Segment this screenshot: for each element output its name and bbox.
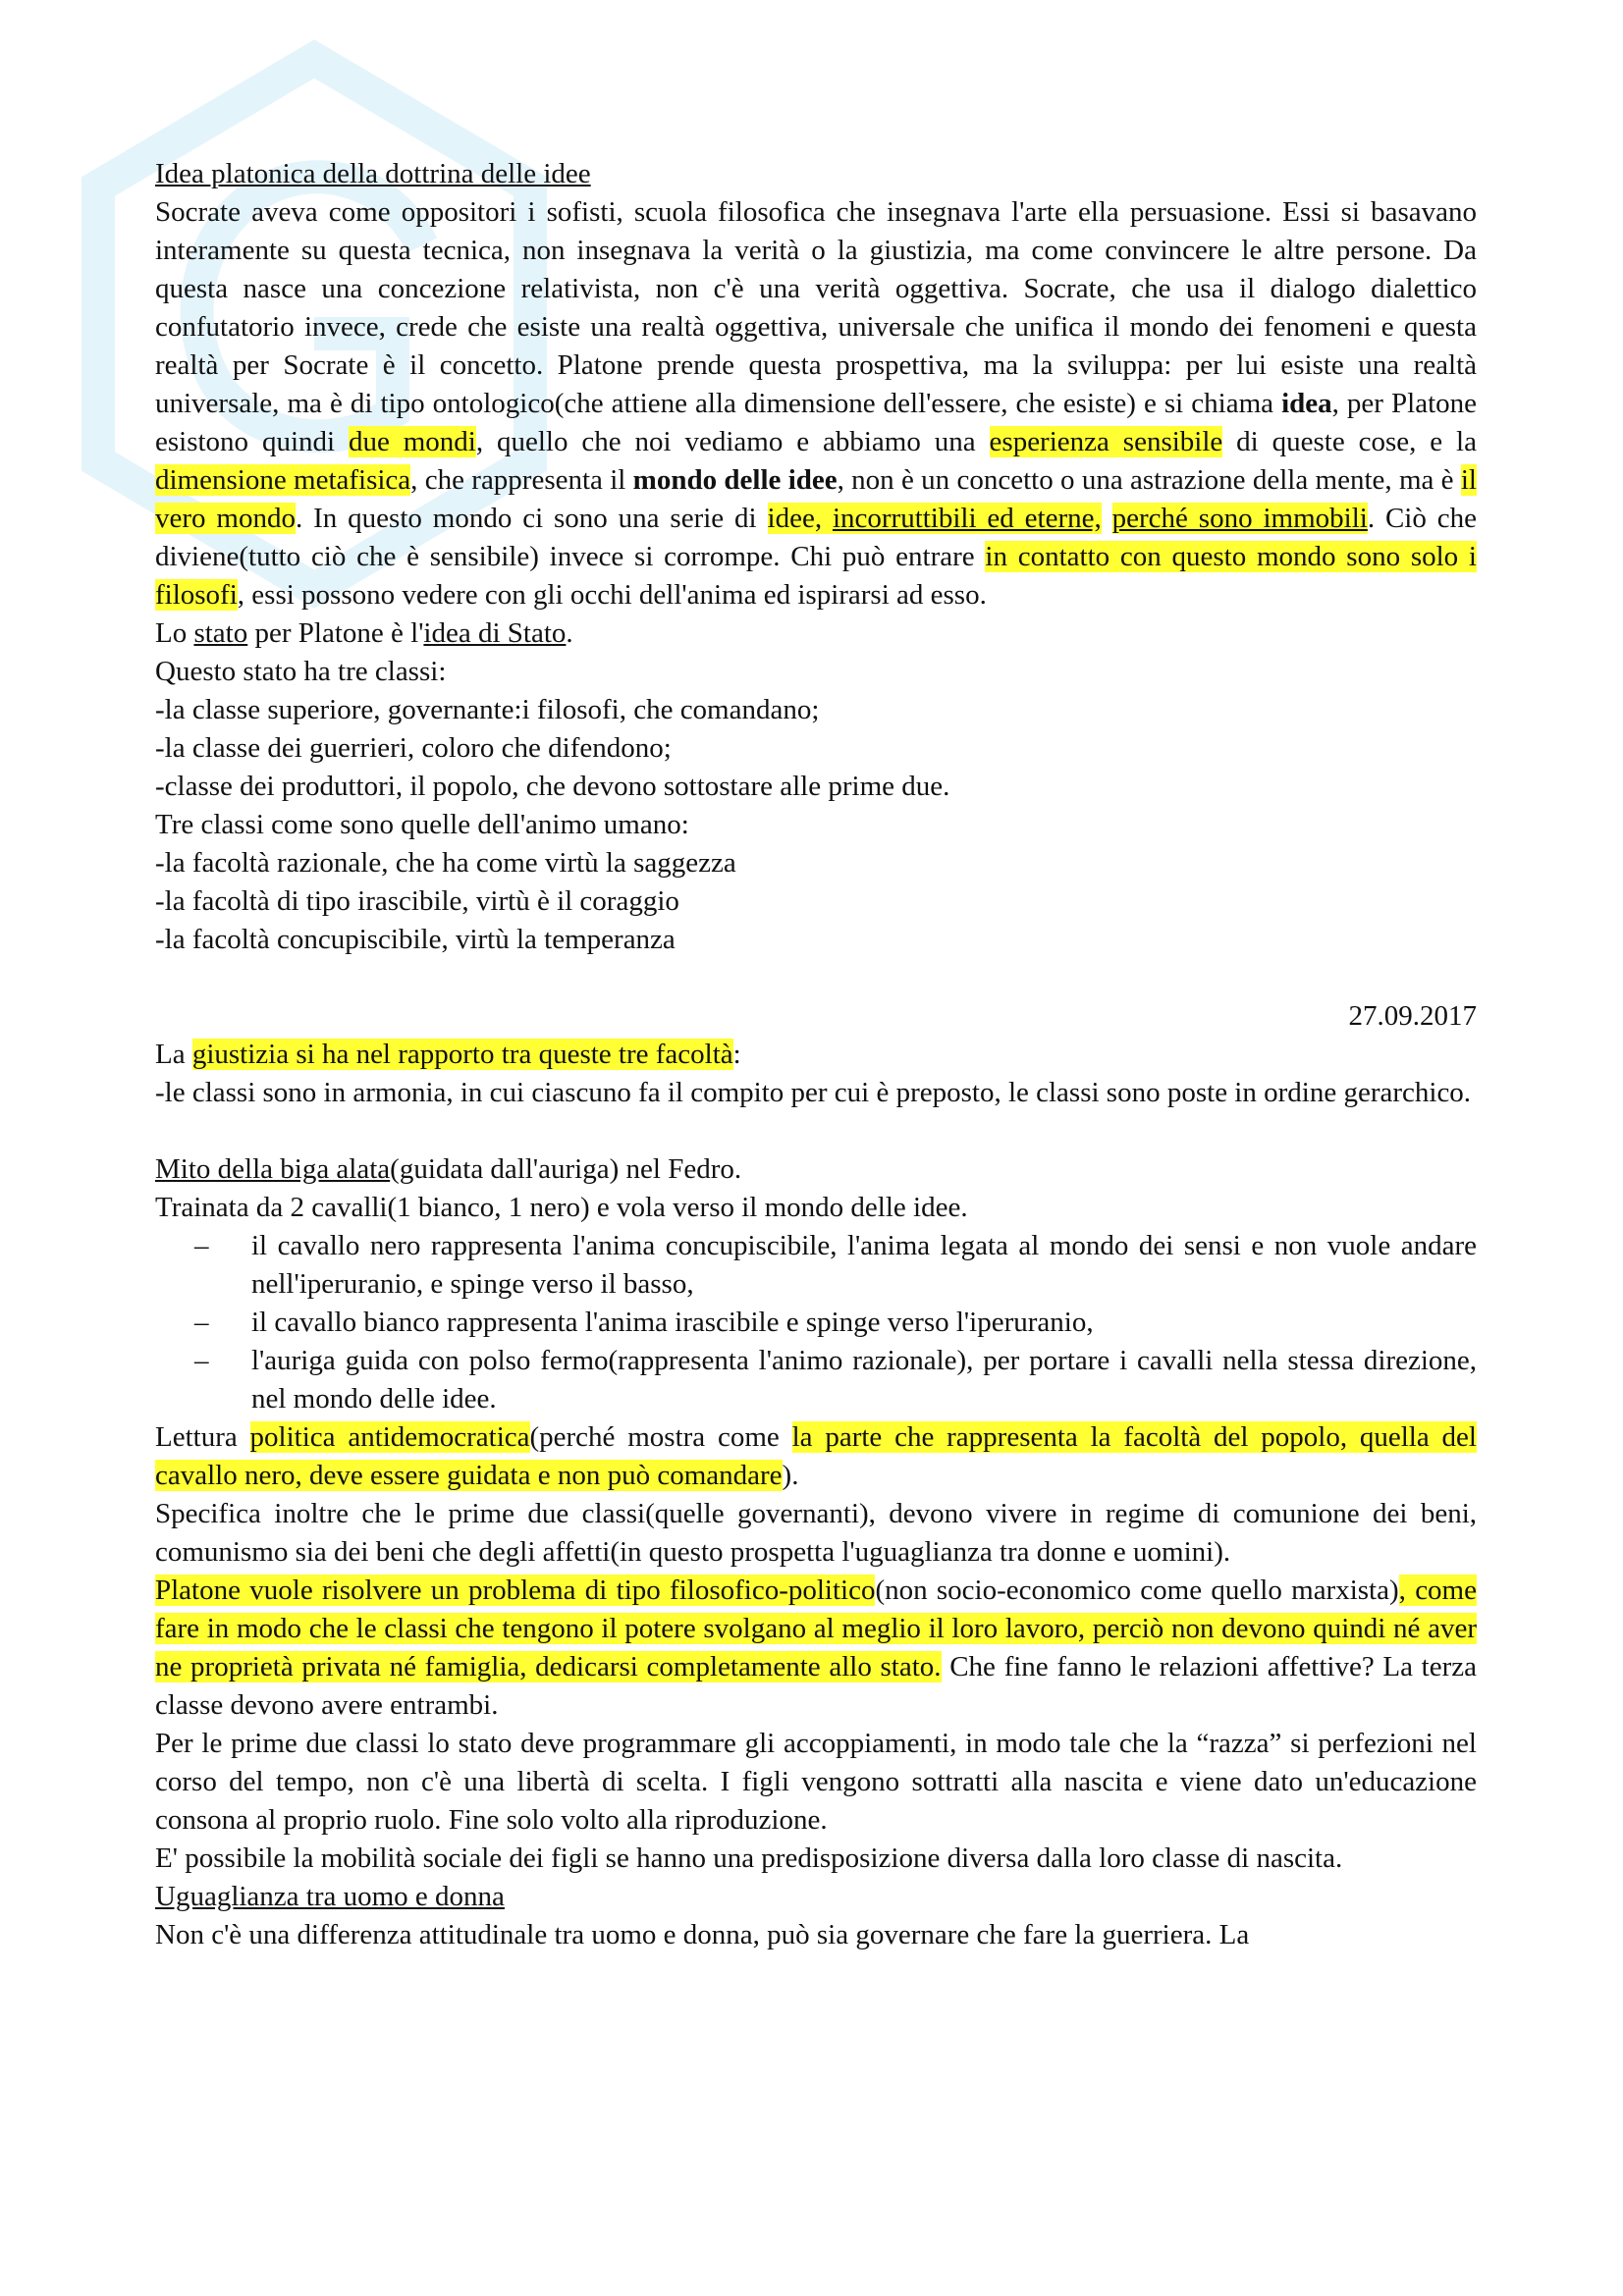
highlight-problema: Platone vuole risolvere un problema di tipo filosofico-politico: [155, 1575, 876, 1606]
highlight-idee: idee,: [767, 503, 833, 534]
term-idea-di-stato: idea di Stato: [423, 617, 567, 649]
line-giustizia: La giustizia si ha nel rapporto tra queste tre facoltà:: [155, 1039, 741, 1070]
highlight-due-mondi: due mondi: [348, 426, 476, 457]
highlight-esperienza-sensibile: esperienza sensibile: [989, 426, 1223, 457]
list-item: -la facoltà concupiscibile, virtù la temperanza: [155, 924, 676, 955]
list-item: – l'auriga guida con polso fermo(rappresenta l'animo razionale), per portare i cavalli nella stessa direzione, nel mondo delle idee.: [251, 1342, 1477, 1418]
line-stato: Lo stato per Platone è l'idea di Stato.: [155, 617, 573, 649]
paragraph-mobilita: E' possibile la mobilità sociale dei figli se hanno una predisposizione diversa dalla loro classe di nascita.: [155, 1842, 1343, 1874]
list-item: -la facoltà di tipo irascibile, virtù è il coraggio: [155, 885, 679, 917]
paragraph-armonia: -le classi sono in armonia, in cui ciascuno fa il compito per cui è preposto, le classi sono poste in ordine gerarchico.: [155, 1077, 1472, 1108]
term-mondo-delle-idee: mondo delle idee: [632, 464, 838, 496]
heading-dottrina-idee: Idea platonica della dottrina delle idee: [155, 158, 591, 189]
dash-bullet-icon: –: [194, 1345, 209, 1376]
line-trainata: Trainata da 2 cavalli(1 bianco, 1 nero) e vola verso il mondo delle idee.: [155, 1192, 968, 1223]
paragraph-accoppiamenti: Per le prime due classi lo stato deve programmare gli accoppiamenti, in modo tale che la “razza” si perfezioni nel corso del tempo, non c'è una libertà di scelta. I figli vengono sottratti alla nascita e viene dato un'educazione consona al proprio ruolo. Fine solo volto alla riproduzione.: [155, 1728, 1477, 1836]
document-page: [155, 155, 1477, 1954]
term-idea: idea: [1281, 388, 1332, 419]
highlight-immobili: perché sono immobili: [1111, 503, 1368, 534]
paragraph-platone: Platone vuole risolvere un problema di tipo filosofico-politico(non socio-economico come quello marxista), come fare in modo che le classi che tengono il potere svolgano al meglio il loro lavoro, perciò non devono quindi né aver ne proprietà privata né famiglia, dedicarsi completamente allo stato. Che fine fanno le relazioni affettive? La terza classe devono avere entrambi.: [155, 1575, 1477, 1721]
list-item: -la classe dei guerrieri, coloro che difendono;: [155, 732, 672, 764]
list-item: -classe dei produttori, il popolo, che devono sottostare alle prime due.: [155, 771, 950, 802]
bullet-list-cavalli: [155, 1227, 1477, 1418]
heading-uguaglianza: Uguaglianza tra uomo e donna: [155, 1881, 505, 1912]
line-mito: Mito della biga alata(guidata dall'auriga) nel Fedro.: [155, 1153, 742, 1185]
list-item: -la classe superiore, governante:i filosofi, che comandano;: [155, 694, 820, 725]
term-stato: stato: [193, 617, 248, 649]
highlight-antidemocratica: politica antidemocratica: [249, 1421, 530, 1453]
list-item: – il cavallo nero rappresenta l'anima concupiscibile, l'anima legata al mondo dei sensi e non vuole andare nell'iperuranio, e spinge verso il basso,: [251, 1227, 1477, 1304]
highlight-giustizia: giustizia si ha nel rapporto tra queste tre facoltà: [191, 1039, 733, 1070]
animo-intro: Tre classi come sono quelle dell'animo umano:: [155, 809, 689, 840]
heading-mito-biga: Mito della biga alata: [155, 1153, 391, 1185]
highlight-vero-mondo: il vero mondo: [155, 464, 1477, 534]
dash-bullet-icon: –: [194, 1307, 209, 1338]
highlight-filosofi: in contatto con questo mondo sono solo i filosofi: [155, 541, 1477, 611]
paragraph-lettura: Lettura politica antidemocratica(perché mostra come la parte che rappresenta la facoltà del popolo, quella del cavallo nero, deve essere guidata e non può comandare).: [155, 1421, 1477, 1491]
paragraph-socrate-platone: Socrate aveva come oppositori i sofisti, scuola filosofica che insegnava l'arte ella persuasione. Essi si basavano interamente su questa tecnica, non insegnava la verità o la giustizia, ma come convincere le altre persone. Da questa nasce una concezione relativista, non c'è una verità oggettiva. Socrate, che usa il dialogo dialettico confutatorio invece, crede che esiste una realtà oggettiva, universale che unifica il mondo dei fenomeni e questa realtà per Socrate è il concetto. Platone prende questa prospettiva, ma la sviluppa: per lui esiste una realtà universale, ma è di tipo ontologico(che attiene alla dimensione dell'essere, che esiste) e si chiama idea, per Platone esistono quindi due mondi, quello che noi vediamo e abbiamo una esperienza sensibile di queste cose, e la dimensione metafisica, che rappresenta il mondo delle idee, non è un concetto o una astrazione della mente, ma è il vero mondo. In questo mondo ci sono una serie di idee, incorruttibili ed eterne, perché sono immobili. Ciò che diviene(tutto ciò che è sensibile) invece si corrompe. Chi può entrare in contatto con questo mondo sono solo i filosofi, essi possono vedere con gli occhi dell'anima ed ispirarsi ad esso.: [155, 196, 1477, 611]
highlight-dimensione-metafisica: dimensione metafisica: [155, 464, 411, 496]
paragraph-specifica: Specifica inoltre che le prime due classi(quelle governanti), devono vivere in regime di comunione dei beni, comunismo sia dei beni che degli affetti(in questo prospetta l'uguaglianza tra donne e uomini).: [155, 1498, 1477, 1568]
highlight-classi-potere: , come fare in modo che le classi che tengono il potere svolgano al meglio il loro lavoro, perciò non devono quindi né aver ne proprietà privata né famiglia, dedicarsi completamente allo stato.: [155, 1575, 1477, 1682]
classi-intro: Questo stato ha tre classi:: [155, 656, 447, 687]
highlight-incorruttibili: incorruttibili ed eterne,: [832, 503, 1102, 534]
list-item: – il cavallo bianco rappresenta l'anima irascibile e spinge verso l'iperuranio,: [251, 1304, 1477, 1342]
date-label: 27.09.2017: [1348, 1000, 1477, 1032]
list-item: -la facoltà razionale, che ha come virtù la saggezza: [155, 847, 736, 879]
paragraph-ultima: Non c'è una differenza attitudinale tra uomo e donna, può sia governare che fare la guerriera. La: [155, 1919, 1250, 1950]
highlight-cavallo-nero: la parte che rappresenta la facoltà del popolo, quella del cavallo nero, deve essere guidata e non può comandare: [155, 1421, 1477, 1491]
dash-bullet-icon: –: [194, 1230, 209, 1261]
